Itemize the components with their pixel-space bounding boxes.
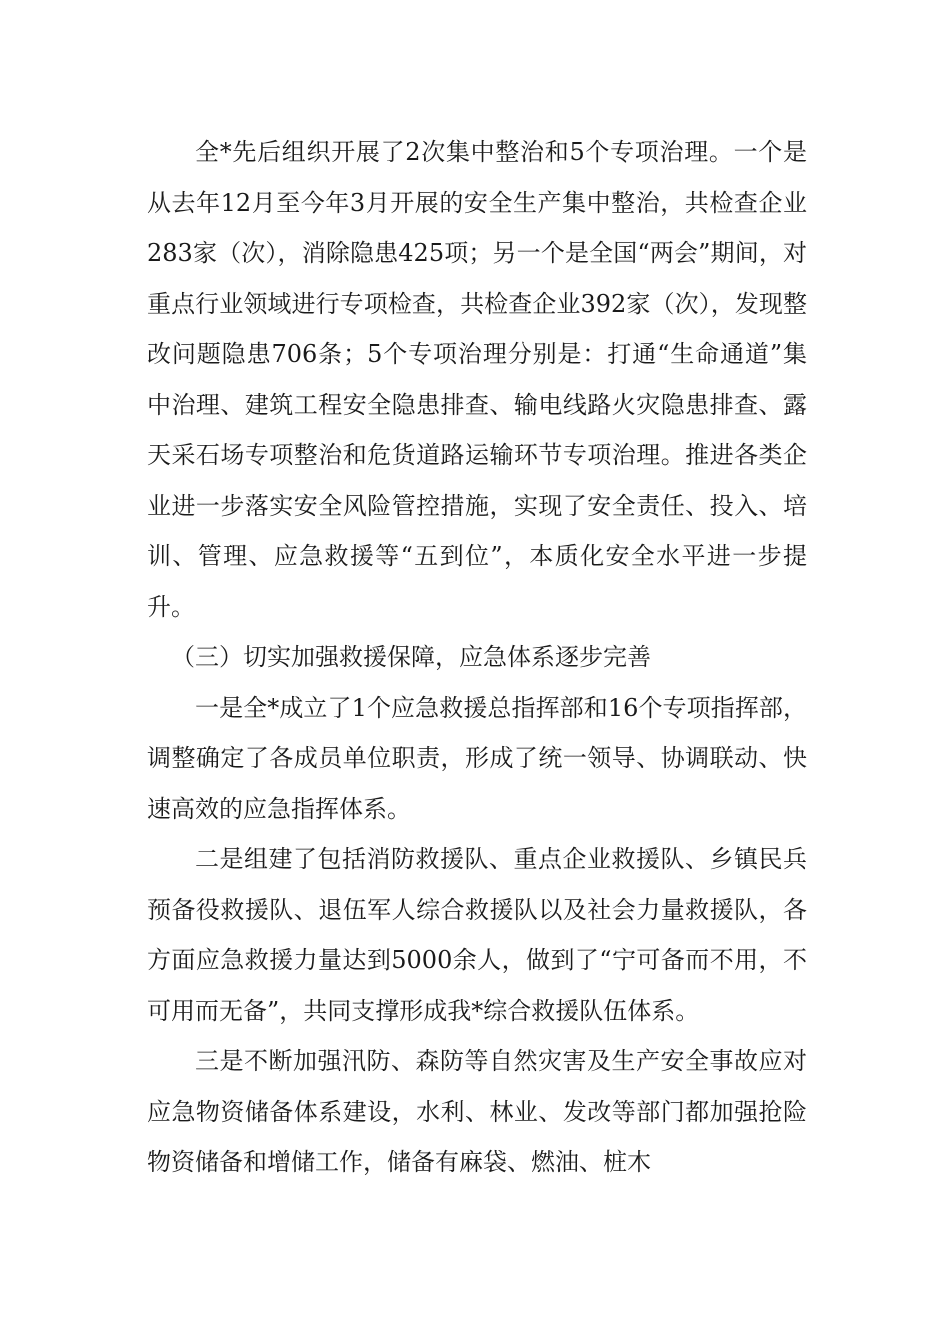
paragraph-command-system: 一是全*成立了1个应急救援总指挥部和16个专项指挥部，调整确定了各成员单位职责，形成了统一领导、协调联动、快速高效的应急指挥体系。 <box>147 693 807 823</box>
paragraph-rescue-teams: 二是组建了包括消防救援队、重点企业救援队、乡镇民兵预备役救援队、退伍军人综合救援队以及社会力量救援队，各方面应急救援力量达到5000余人，做到了“宁可备而不用，不可用而无备”，共同支撑形成我*综合救援队伍体系。 <box>147 845 807 1025</box>
paragraph-material-reserves: 三是不断加强汛防、森防等自然灾害及生产安全事故应对应急物资储备体系建设，水利、林业、发改等部门都加强抢险物资储备和增储工作，储备有麻袋、燃油、桩木 <box>147 1047 807 1176</box>
paragraph-special-rectification: 全*先后组织开展了2次集中整治和5个专项治理。一个是从去年12月至今年3月开展的安全生产集中整治，共检查企业283家（次），消除隐患425项；另一个是全国“两会”期间，对重点行业领域进行专项检查，共检查企业392家（次），发现整改问题隐患706条；5个专项治理分别是：打通“生命通道”集中治理、建筑工程安全隐患排查、输电线路火灾隐患排查、露天采石场专项整治和危货道路运输环节专项治理。推进各类企业进一步落实安全风险管控措施，实现了安全责任、投入、培训、管理、应急救援等“五到位”，本质化安全水平进一步提升。 <box>147 138 807 621</box>
section-heading-rescue-guarantee: （三）切实加强救援保障，应急体系逐步完善 <box>171 643 651 671</box>
document-body <box>147 127 807 1188</box>
